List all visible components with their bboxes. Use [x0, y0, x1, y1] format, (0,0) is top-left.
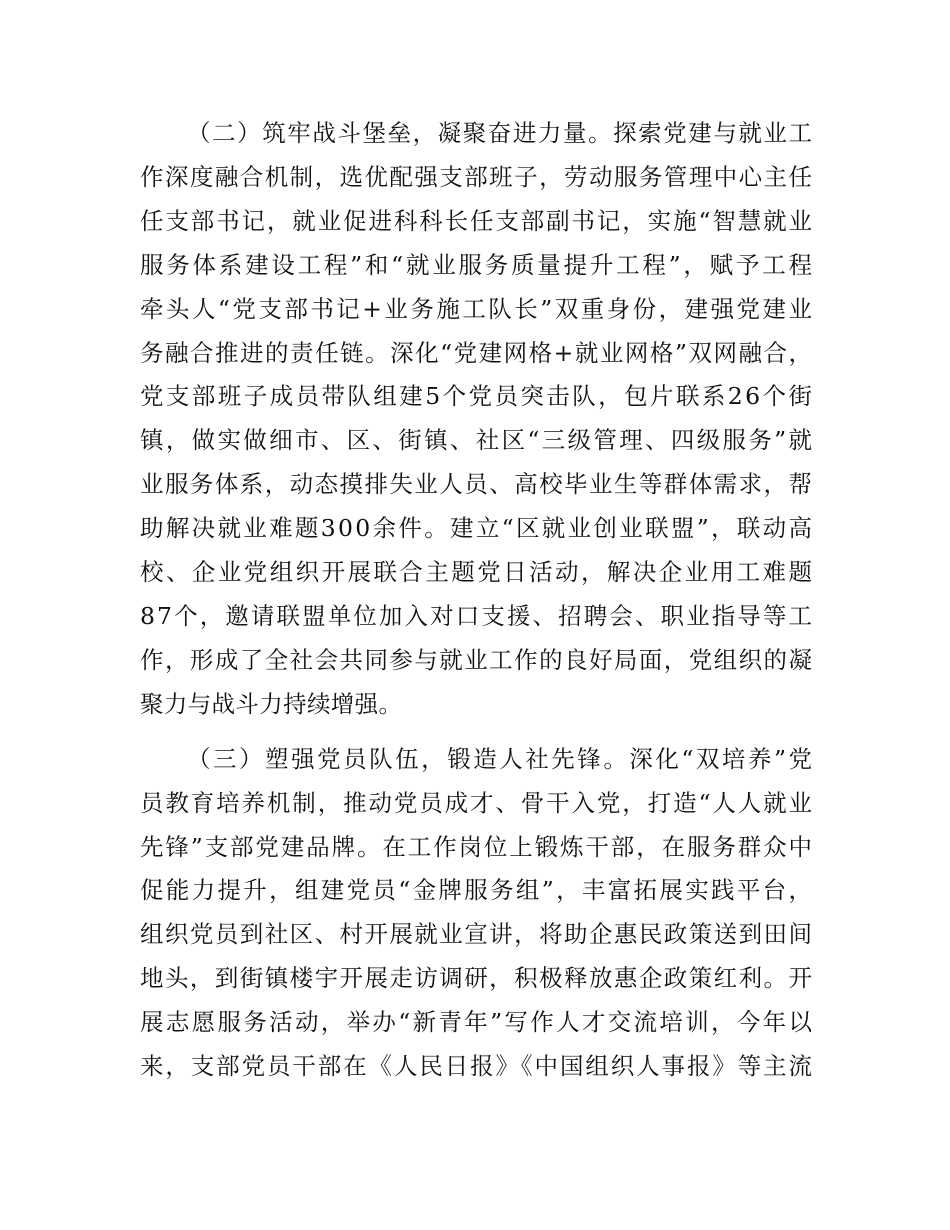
text-line: 先锋”支部党建品牌。在工作岗位上锻炼干部，在服务群众中 [140, 832, 814, 861]
paragraph-2 [140, 112, 815, 727]
text-line: 作深度融合机制，选优配强支部班子，劳动服务管理中心主任 [140, 162, 814, 191]
document-body [140, 112, 815, 1089]
text-line: （三）塑强党员队伍，锻造人社先锋。深化“双培养”党 [187, 744, 815, 773]
paragraph-3 [140, 738, 815, 1089]
text-line: 展志愿服务活动，举办“新青年”写作人才交流培训，今年以 [140, 1008, 815, 1037]
text-line: 党支部班子成员带队组建5个党员突击队，包片联系26个街 [140, 382, 815, 411]
text-line: 服务体系建设工程”和“就业服务质量提升工程”，赋予工程 [140, 250, 815, 279]
text-line: 任支部书记，就业促进科科长任支部副书记，实施“智慧就业 [140, 206, 814, 235]
text-line: 促能力提升，组建党员“金牌服务组”，丰富拓展实践平台， [140, 876, 815, 905]
text-line: 来，支部党员干部在《人民日报》《中国组织人事报》等主流 [140, 1052, 814, 1081]
text-line: 聚力与战斗力持续增强。 [140, 689, 403, 718]
text-line: 87个，邀请联盟单位加入对口支援、招聘会、职业指导等工 [140, 601, 815, 630]
text-line: 助解决就业难题300余件。建立“区就业创业联盟”，联动高 [140, 514, 815, 543]
text-line: 校、企业党组织开展联合主题党日活动，解决企业用工难题 [140, 558, 815, 587]
text-line: 员教育培养机制，推动党员成才、骨干入党，打造“人人就业 [140, 788, 814, 817]
text-line: 作，形成了全社会共同参与就业工作的良好局面，党组织的凝 [140, 645, 814, 674]
text-line: 地头，到街镇楼宇开展走访调研，积极释放惠企政策红利。开 [140, 964, 814, 993]
text-line: 业服务体系，动态摸排失业人员、高校毕业生等群体需求，帮 [140, 470, 814, 499]
text-line: 组织党员到社区、村开展就业宣讲，将助企惠民政策送到田间 [140, 920, 814, 949]
text-line: 务融合推进的责任链。深化“党建网格+就业网格”双网融合， [140, 338, 814, 367]
text-line: （二）筑牢战斗堡垒，凝聚奋进力量。探索党建与就业工 [187, 119, 814, 147]
text-line: 镇，做实做细市、区、街镇、社区“三级管理、四级服务”就 [140, 426, 815, 455]
text-line: 牵头人“党支部书记+业务施工队长”双重身份，建强党建业 [140, 294, 815, 323]
